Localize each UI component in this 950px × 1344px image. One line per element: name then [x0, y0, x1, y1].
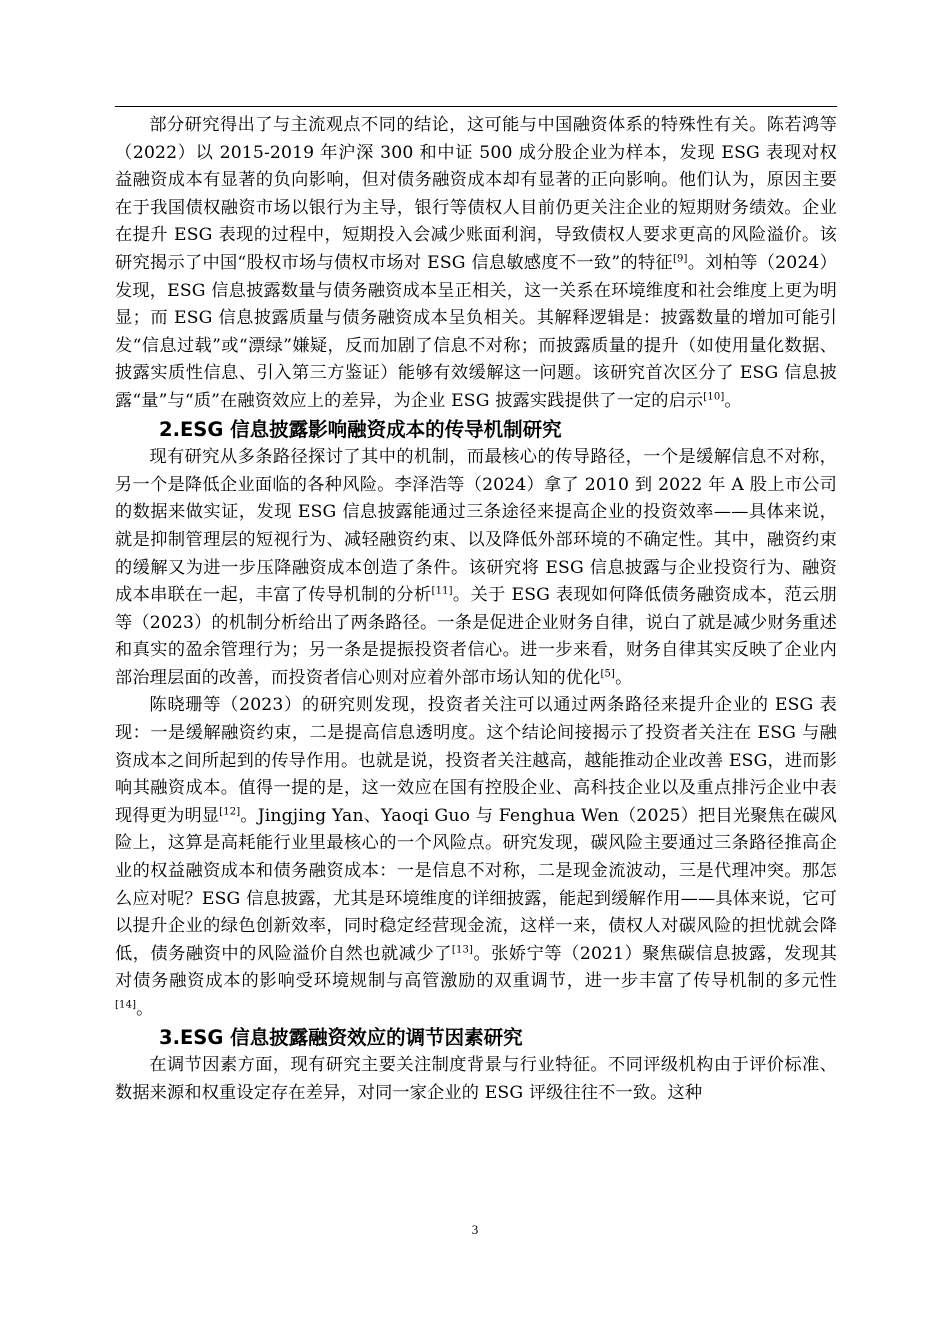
page-body: [115, 112, 837, 1107]
citation: [5]: [600, 668, 616, 680]
citation: [14]: [115, 999, 137, 1011]
citation: [13]: [451, 944, 474, 956]
header-rule: [115, 106, 837, 107]
paragraph: 现有研究从多条路径探讨了其中的机制，而最核心的传导路径，一个是缓解信息不对称，另一个是降低企业面临的各种风险。李泽浩等（2024）拿了 2010 到 2022 年 A 股上市公司的数据来做实证，发现 ESG 信息披露能通过三条途径来提高企业的投资效率——具体来说，就是抑制管理层的短视行为、减轻融资约束、以及降低外部环境的不确定性。其中，融资约束的缓解又为进一步压降融资成本创造了条件。该研究将 ESG 信息披露与企业投资行为、融资成本串联在一起，丰富了传导机制的分析[11]。关于 ESG 表现如何降低债务融资成本，范云朋等（2023）的机制分析给出了两条路径。一条是促进企业财务自律，说白了就是减少财务重述和真实的盈余管理行为；另一条是提振投资者信心。进一步来看，财务自律其实反映了企业内部治理层面的改善，而投资者信心则对应着外部市场认知的优化[5]。: [115, 447, 837, 688]
citation: [11]: [431, 585, 453, 597]
paragraph: 陈晓珊等（2023）的研究则发现，投资者关注可以通过两条路径来提升企业的 ESG 表现：一是缓解融资约束，二是提高信息透明度。这个结论间接揭示了投资者关注在 ESG 与融资成本之间所起到的传导作用。也就是说，投资者关注越高，越能推动企业改善 ESG，进而影响其融资成本。值得一提的是，这一效应在国有控股企业、高科技企业以及重点排污企业中表现得更为明显[12]。Jingjing Yan、Yaoqi Guo 与 Fenghua Wen（2025）把目光聚焦在碳风险上，这算是高耗能行业里最核心的一个风险点。研究发现，碳风险主要通过三条路径推高企业的权益融资成本和债务融资成本：一是信息不对称，二是现金流波动，三是代理冲突。那怎么应对呢？ESG 信息披露，尤其是环境维度的详细披露，能起到缓解作用——具体来说，它可以提升企业的绿色创新效率，同时稳定经营现金流，这样一来，债权人对碳风险的担忧就会降低，债务融资中的风险溢价自然也就减少了[13]。张娇宁等（2021）聚焦碳信息披露，发现其对债务融资成本的影响受环境规制与高管激励的双重调节，进一步丰富了传导机制的多元性[14]。: [115, 695, 838, 1019]
page-number: 3: [471, 1222, 479, 1237]
citation: [9]: [672, 253, 688, 265]
paragraph: 在调节因素方面，现有研究主要关注制度背景与行业特征。不同评级机构由于评价标准、数据来源和权重设定存在差异，对同一家企业的 ESG 评级往往不一致。这种: [115, 1055, 837, 1103]
paragraph: 部分研究得出了与主流观点不同的结论，这可能与中国融资体系的特殊性有关。陈若鸿等（2022）以 2015-2019 年沪深 300 和中证 500 成分股企业为样本，发现 ESG 表现对权益融资成本有显著的负向影响，但对债务融资成本却有显著的正向影响。他们认为，原因主要在于我国债权融资市场以银行为主导，银行等债权人目前仍更关注企业的短期财务绩效。企业在提升 ESG 表现的过程中，短期投入会减少账面利润，导致债权人要求更高的风险溢价。该研究揭示了中国“股权市场与债权市场对 ESG 信息敏感度不一致”的特征[9]。刘柏等（2024）发现，ESG 信息披露数量与债务融资成本呈正相关，这一关系在环境维度和社会维度上更为明显；而 ESG 信息披露质量与债务融资成本呈负相关。其解释逻辑是：披露数量的增加可能引发“信息过载”或“漂绿”嫌疑，反而加剧了信息不对称；而披露质量的提升（如使用量化数据、披露实质性信息、引入第三方鉴证）能够有效缓解这一问题。该研究首次区分了 ESG 信息披露“量”与“质”在融资效应上的差异，为企业 ESG 披露实践提供了一定的启示[10]。: [115, 115, 837, 411]
section-heading: 2.ESG 信息披露影响融资成本的传导机制研究: [159, 417, 562, 441]
citation: [10]: [703, 391, 725, 403]
citation: [12]: [219, 806, 241, 818]
section-heading: 3.ESG 信息披露融资效应的调节因素研究: [159, 1025, 523, 1049]
